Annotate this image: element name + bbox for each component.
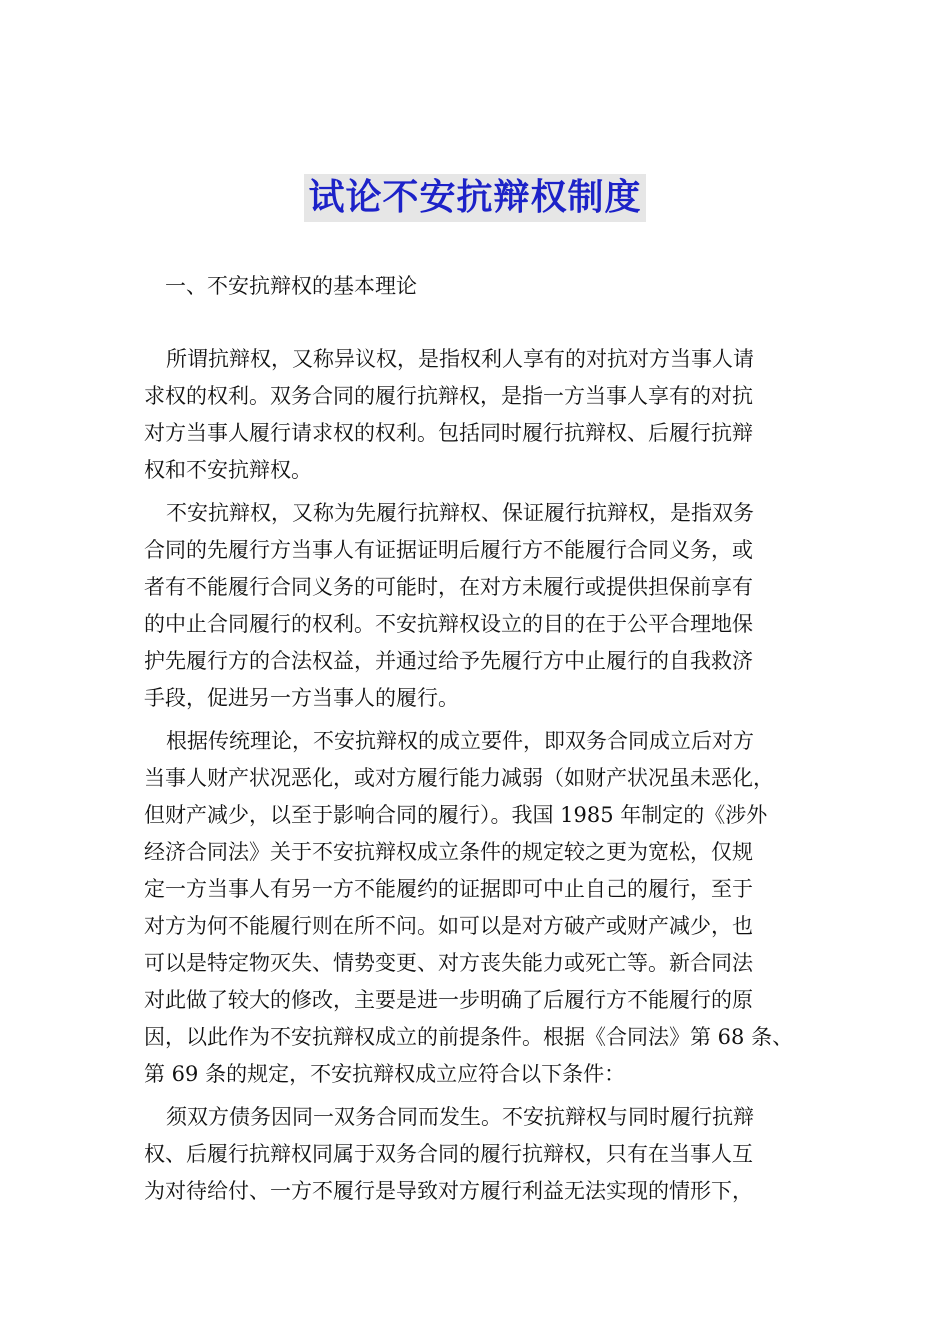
document-body: [144, 341, 824, 1216]
paragraph-line: 权、后履行抗辩权同属于双务合同的履行抗辩权，只有在当事人互: [144, 1142, 753, 1166]
paragraph-line: 可以是特定物灭失、情势变更、对方丧失能力或死亡等。新合同法: [144, 951, 753, 975]
paragraph-line: 求权的权利。双务合同的履行抗辩权，是指一方当事人享有的对抗: [144, 384, 753, 408]
paragraph-line: 不安抗辩权，又称为先履行抗辩权、保证履行抗辩权，是指双务: [166, 501, 754, 525]
section-heading: 一、不安抗辩权的基本理论: [165, 274, 417, 298]
paragraph-line: 定一方当事人有另一方不能履约的证据即可中止自己的履行，至于: [144, 877, 753, 901]
paragraph-line: 当事人财产状况恶化，或对方履行能力减弱（如财产状况虽未恶化，: [144, 766, 774, 790]
body-paragraph: [144, 341, 824, 489]
paragraph-line: 须双方债务因同一双务合同而发生。不安抗辩权与同时履行抗辩: [166, 1105, 754, 1129]
paragraph-line: 合同的先履行方当事人有证据证明后履行方不能履行合同义务，或: [144, 538, 753, 562]
title-container: [0, 174, 950, 222]
paragraph-line: 的中止合同履行的权利。不安抗辩权设立的目的在于公平合理地保: [144, 612, 753, 636]
body-paragraph: [144, 723, 824, 1093]
paragraph-line: 者有不能履行合同义务的可能时，在对方未履行或提供担保前享有: [144, 575, 753, 599]
body-paragraph: [144, 1099, 824, 1210]
paragraph-line: 对方为何不能履行则在所不问。如可以是对方破产或财产减少，也: [144, 914, 753, 938]
paragraph-line: 因，以此作为不安抗辩权成立的前提条件。根据《合同法》第 68 条、: [144, 1025, 794, 1049]
body-paragraph: [144, 495, 824, 717]
document-title: 试论不安抗辩权制度: [304, 174, 645, 222]
paragraph-line: 护先履行方的合法权益，并通过给予先履行方中止履行的自我救济: [144, 649, 753, 673]
paragraph-line: 权和不安抗辩权。: [144, 458, 312, 482]
paragraph-line: 所谓抗辩权，又称异议权，是指权利人享有的对抗对方当事人请: [166, 347, 754, 371]
paragraph-line: 对此做了较大的修改，主要是进一步明确了后履行方不能履行的原: [144, 988, 753, 1012]
paragraph-line: 为对待给付、一方不履行是导致对方履行利益无法实现的情形下，: [144, 1179, 753, 1203]
paragraph-line: 根据传统理论，不安抗辩权的成立要件，即双务合同成立后对方: [166, 729, 754, 753]
paragraph-line: 第 69 条的规定，不安抗辩权成立应符合以下条件：: [144, 1062, 626, 1086]
paragraph-line: 经济合同法》关于不安抗辩权成立条件的规定较之更为宽松，仅规: [144, 840, 753, 864]
paragraph-line: 对方当事人履行请求权的权利。包括同时履行抗辩权、后履行抗辩: [144, 421, 753, 445]
paragraph-line: 手段，促进另一方当事人的履行。: [144, 686, 459, 710]
paragraph-line: 但财产减少，以至于影响合同的履行）。我国 1985 年制定的《涉外: [144, 803, 768, 827]
